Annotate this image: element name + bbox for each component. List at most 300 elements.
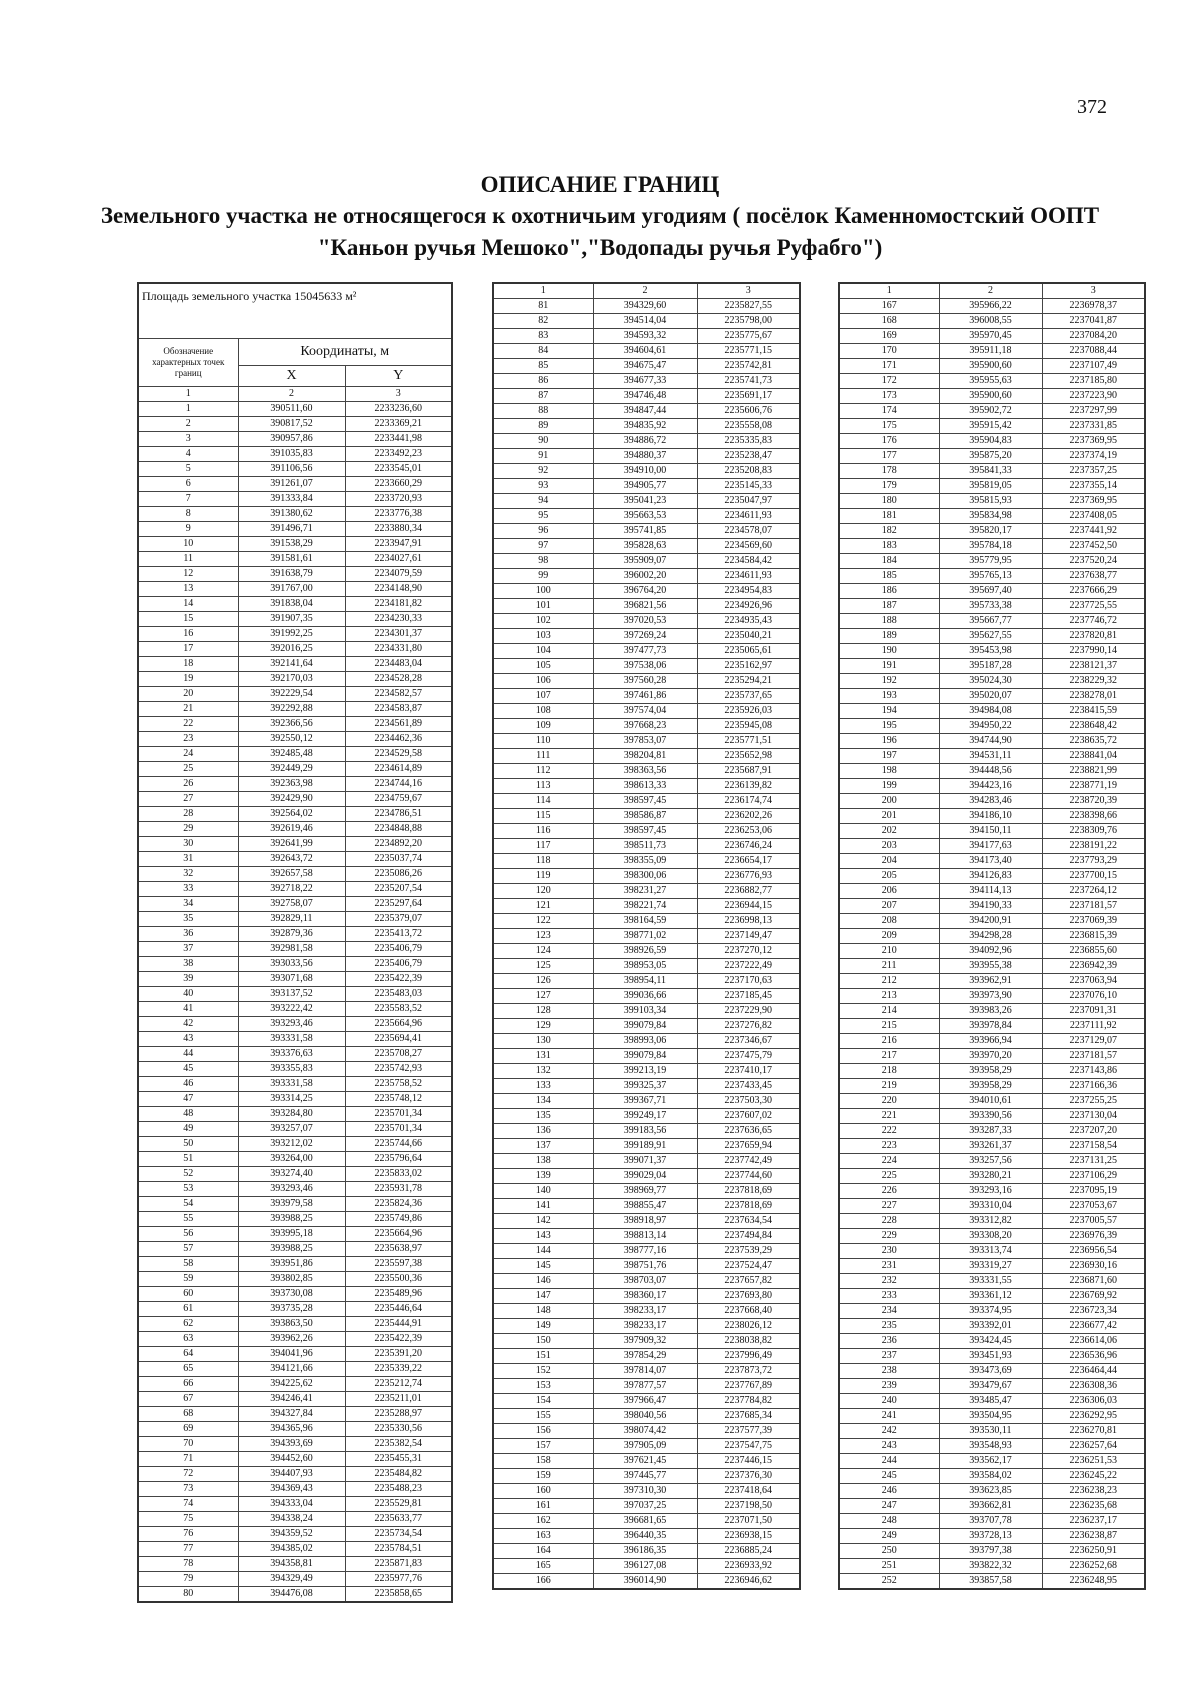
point-number: 152: [493, 1364, 593, 1379]
coord-x: 393451,93: [939, 1349, 1042, 1364]
coord-x: 393261,37: [939, 1139, 1042, 1154]
point-number: 186: [839, 584, 939, 599]
coord-x: 395784,18: [939, 539, 1042, 554]
coord-x: 391838,04: [238, 597, 345, 612]
table-row: [138, 1287, 452, 1302]
point-number: 247: [839, 1499, 939, 1514]
coord-x: 391767,00: [238, 582, 345, 597]
coord-y: 2237503,30: [697, 1094, 800, 1109]
table-row: [138, 927, 452, 942]
table-row: [138, 1482, 452, 1497]
coord-y: 2236885,24: [697, 1544, 800, 1559]
coord-y: 2235422,39: [345, 1332, 452, 1347]
table-row: [138, 1152, 452, 1167]
point-number: 125: [493, 959, 593, 974]
coord-y: 2235748,12: [345, 1092, 452, 1107]
point-number: 49: [138, 1122, 238, 1137]
coord-x: 395765,13: [939, 569, 1042, 584]
coord-y: 2237331,85: [1042, 419, 1145, 434]
point-number: 198: [839, 764, 939, 779]
table-row: [839, 389, 1145, 404]
coord-y: 2236202,26: [697, 809, 800, 824]
coord-y: 2237374,19: [1042, 449, 1145, 464]
coord-x: 395667,77: [939, 614, 1042, 629]
coord-y: 2237657,82: [697, 1274, 800, 1289]
table-row: [493, 344, 800, 359]
point-number: 51: [138, 1152, 238, 1167]
point-number: 252: [839, 1574, 939, 1590]
table-row: [839, 644, 1145, 659]
coord-x: 394041,96: [238, 1347, 345, 1362]
table-row: [839, 779, 1145, 794]
point-number: 170: [839, 344, 939, 359]
point-number: 169: [839, 329, 939, 344]
table-row: [138, 1497, 452, 1512]
coord-y: 2237547,75: [697, 1439, 800, 1454]
coord-x: 394950,22: [939, 719, 1042, 734]
point-number: 6: [138, 477, 238, 492]
title-block: [0, 170, 1200, 264]
point-number: 220: [839, 1094, 939, 1109]
coord-x: 393274,40: [238, 1167, 345, 1182]
table-row: [138, 1167, 452, 1182]
coord-x: 393479,67: [939, 1379, 1042, 1394]
table-row: [138, 1062, 452, 1077]
point-number: 17: [138, 642, 238, 657]
point-number: 184: [839, 554, 939, 569]
coord-x: 398918,97: [593, 1214, 697, 1229]
point-number: 79: [138, 1572, 238, 1587]
table-row: [138, 1182, 452, 1197]
table-row: [493, 749, 800, 764]
coord-y: 2237181,57: [1042, 1049, 1145, 1064]
point-number: 242: [839, 1424, 939, 1439]
coord-y: 2236245,22: [1042, 1469, 1145, 1484]
coord-y: 2236238,23: [1042, 1484, 1145, 1499]
point-number: 155: [493, 1409, 593, 1424]
coord-y: 2236938,15: [697, 1529, 800, 1544]
coord-x: 394177,63: [939, 839, 1042, 854]
coord-x: 392718,22: [238, 882, 345, 897]
header-point: Обозначение характерных точек границ: [138, 339, 238, 387]
table-row: [839, 449, 1145, 464]
coord-x: 392879,36: [238, 927, 345, 942]
table-row: [138, 1347, 452, 1362]
table-row: [839, 1049, 1145, 1064]
coord-x: 393707,78: [939, 1514, 1042, 1529]
point-number: 245: [839, 1469, 939, 1484]
coord-x: 395828,63: [593, 539, 697, 554]
coord-y: 2237084,20: [1042, 329, 1145, 344]
coord-x: 395779,95: [939, 554, 1042, 569]
point-number: 5: [138, 462, 238, 477]
table-row: [493, 404, 800, 419]
coord-y: 2237452,50: [1042, 539, 1145, 554]
doc-subtitle-line1: Земельного участка не относящегося к охотничьим угодиям ( посёлок Каменномостский ООПТ: [100, 203, 1100, 228]
table-row: [138, 717, 452, 732]
coord-y: 2236251,53: [1042, 1454, 1145, 1469]
table-row: [138, 1587, 452, 1603]
coord-x: 396002,20: [593, 569, 697, 584]
point-number: 48: [138, 1107, 238, 1122]
table-row: [493, 1229, 800, 1244]
table-row: [839, 1379, 1145, 1394]
coord-y: 2234230,33: [345, 612, 452, 627]
table-row: [839, 539, 1145, 554]
coord-y: 2236944,15: [697, 899, 800, 914]
point-number: 165: [493, 1559, 593, 1574]
coord-y: 2237818,69: [697, 1184, 800, 1199]
coord-y: 2237355,14: [1042, 479, 1145, 494]
coord-y: 2236292,95: [1042, 1409, 1145, 1424]
coord-x: 391261,07: [238, 477, 345, 492]
coord-x: 393257,56: [939, 1154, 1042, 1169]
point-number: 25: [138, 762, 238, 777]
coord-y: 2237607,02: [697, 1109, 800, 1124]
coord-y: 2234611,93: [697, 569, 800, 584]
point-number: 62: [138, 1317, 238, 1332]
coord-y: 2237264,12: [1042, 884, 1145, 899]
coord-x: 393392,01: [939, 1319, 1042, 1334]
coord-y: 2234483,04: [345, 657, 452, 672]
table-row: [839, 1184, 1145, 1199]
coord-y: 2234611,93: [697, 509, 800, 524]
table-row: [493, 1109, 800, 1124]
table-row: [138, 567, 452, 582]
table-row: [493, 1169, 800, 1184]
table-row: [493, 1154, 800, 1169]
coord-x: 393310,04: [939, 1199, 1042, 1214]
point-number: 20: [138, 687, 238, 702]
coord-y: 2235162,97: [697, 659, 800, 674]
point-number: 210: [839, 944, 939, 959]
coord-x: 392564,02: [238, 807, 345, 822]
table-row: [839, 659, 1145, 674]
point-number: 112: [493, 764, 593, 779]
coord-x: 394385,02: [238, 1542, 345, 1557]
header-coords: Координаты, м: [238, 339, 452, 366]
coord-x: 397445,77: [593, 1469, 697, 1484]
point-number: 190: [839, 644, 939, 659]
coord-y: 2236248,95: [1042, 1574, 1145, 1590]
coord-y: 2234148,90: [345, 582, 452, 597]
table-row: [493, 989, 800, 1004]
coord-y: 2237376,30: [697, 1469, 800, 1484]
point-number: 176: [839, 434, 939, 449]
coord-x: 394448,56: [939, 764, 1042, 779]
coord-y: 2237744,60: [697, 1169, 800, 1184]
coord-x: 393376,63: [238, 1047, 345, 1062]
coord-x: 394452,60: [238, 1452, 345, 1467]
point-number: 231: [839, 1259, 939, 1274]
table-row: [138, 657, 452, 672]
coord-y: 2236956,54: [1042, 1244, 1145, 1259]
point-number: 197: [839, 749, 939, 764]
point-number: 158: [493, 1454, 593, 1469]
coord-x: 397560,28: [593, 674, 697, 689]
coord-y: 2237095,19: [1042, 1184, 1145, 1199]
page-number: 372: [1077, 96, 1107, 118]
point-number: 122: [493, 914, 593, 929]
coord-x: 396681,65: [593, 1514, 697, 1529]
coord-y: 2237873,72: [697, 1364, 800, 1379]
point-number: 99: [493, 569, 593, 584]
table-row: [493, 419, 800, 434]
table-row: [138, 882, 452, 897]
coord-x: 394531,11: [939, 749, 1042, 764]
table-row: [493, 464, 800, 479]
table-row: [138, 1227, 452, 1242]
table-row: [839, 1199, 1145, 1214]
table-row: [138, 582, 452, 597]
coord-x: 394359,52: [238, 1527, 345, 1542]
table-row: [839, 764, 1145, 779]
table-row: [839, 899, 1145, 914]
coord-y: 2235040,21: [697, 629, 800, 644]
coord-y: 2237076,10: [1042, 989, 1145, 1004]
point-number: 180: [839, 494, 939, 509]
coord-x: 396821,56: [593, 599, 697, 614]
coord-y: 2235238,47: [697, 449, 800, 464]
table-row: [493, 1409, 800, 1424]
coord-y: 2236237,17: [1042, 1514, 1145, 1529]
coord-y: 2238309,76: [1042, 824, 1145, 839]
table-row: [138, 1527, 452, 1542]
coord-y: 2237130,04: [1042, 1109, 1145, 1124]
table-row: [493, 1379, 800, 1394]
coord-x: 395663,53: [593, 509, 697, 524]
table-row: [493, 554, 800, 569]
coord-y: 2235771,51: [697, 734, 800, 749]
coord-x: 393222,42: [238, 1002, 345, 1017]
coord-table-1: [137, 282, 453, 1603]
point-number: 12: [138, 567, 238, 582]
table-row: [493, 1424, 800, 1439]
table-row: [493, 1484, 800, 1499]
point-number: 80: [138, 1587, 238, 1603]
coord-y: 2235597,38: [345, 1257, 452, 1272]
point-number: 115: [493, 809, 593, 824]
point-number: 230: [839, 1244, 939, 1259]
coord-x: 394186,10: [939, 809, 1042, 824]
table-row: [138, 1242, 452, 1257]
table-row: [493, 314, 800, 329]
coord-x: 394283,46: [939, 794, 1042, 809]
coord-x: 392550,12: [238, 732, 345, 747]
coord-y: 2237270,12: [697, 944, 800, 959]
table-row: [138, 822, 452, 837]
point-number: 205: [839, 869, 939, 884]
point-number: 196: [839, 734, 939, 749]
table-row: [839, 344, 1145, 359]
point-number: 194: [839, 704, 939, 719]
point-number: 124: [493, 944, 593, 959]
coord-y: 2234744,16: [345, 777, 452, 792]
point-number: 157: [493, 1439, 593, 1454]
coord-x: 395875,20: [939, 449, 1042, 464]
coord-x: 395841,33: [939, 464, 1042, 479]
coord-x: 392170,03: [238, 672, 345, 687]
coord-y: 2235977,76: [345, 1572, 452, 1587]
coord-y: 2236253,06: [697, 824, 800, 839]
table-row: [138, 1047, 452, 1062]
coord-x: 393374,95: [939, 1304, 1042, 1319]
point-number: 127: [493, 989, 593, 1004]
coord-y: 2234301,37: [345, 627, 452, 642]
point-number: 43: [138, 1032, 238, 1047]
coord-y: 2237494,84: [697, 1229, 800, 1244]
coord-y: 2236946,62: [697, 1574, 800, 1590]
table-row: [493, 1559, 800, 1574]
point-number: 117: [493, 839, 593, 854]
table-row: [839, 1334, 1145, 1349]
coord-y: 2237746,72: [1042, 614, 1145, 629]
coord-y: 2237700,15: [1042, 869, 1145, 884]
coord-x: 393662,81: [939, 1499, 1042, 1514]
coord-y: 2235638,97: [345, 1242, 452, 1257]
coord-x: 399079,84: [593, 1049, 697, 1064]
coord-x: 393390,56: [939, 1109, 1042, 1124]
point-number: 88: [493, 404, 593, 419]
point-number: 107: [493, 689, 593, 704]
coord-x: 390511,60: [238, 402, 345, 417]
table-row: [839, 854, 1145, 869]
point-number: 229: [839, 1229, 939, 1244]
coord-x: 391496,71: [238, 522, 345, 537]
point-number: 162: [493, 1514, 593, 1529]
point-number: 175: [839, 419, 939, 434]
point-number: 150: [493, 1334, 593, 1349]
point-number: 77: [138, 1542, 238, 1557]
table-row: [138, 1257, 452, 1272]
coord-x: 394746,48: [593, 389, 697, 404]
point-number: 215: [839, 1019, 939, 1034]
coord-x: 399103,34: [593, 1004, 697, 1019]
coord-y: 2237111,92: [1042, 1019, 1145, 1034]
coord-x: 397020,53: [593, 614, 697, 629]
coord-y: 2235708,27: [345, 1047, 452, 1062]
table-row: [493, 1139, 800, 1154]
coord-x: 391333,84: [238, 492, 345, 507]
table-row: [138, 732, 452, 747]
coord-y: 2236942,39: [1042, 959, 1145, 974]
coord-y: 2238821,99: [1042, 764, 1145, 779]
table-row: [493, 719, 800, 734]
coord-x: 394369,43: [238, 1482, 345, 1497]
table-row: [839, 1559, 1145, 1574]
table-row: [138, 1002, 452, 1017]
point-number: 15: [138, 612, 238, 627]
coord-y: 2235444,91: [345, 1317, 452, 1332]
table-row: [839, 1064, 1145, 1079]
table-row: [493, 689, 800, 704]
table-row: [493, 659, 800, 674]
coord-x: 393735,28: [238, 1302, 345, 1317]
coord-y: 2235742,81: [697, 359, 800, 374]
table-row: [493, 1334, 800, 1349]
coord-y: 2235633,77: [345, 1512, 452, 1527]
coord-x: 397461,86: [593, 689, 697, 704]
point-number: 195: [839, 719, 939, 734]
point-number: 23: [138, 732, 238, 747]
table-row: [839, 884, 1145, 899]
coord-x: 391907,35: [238, 612, 345, 627]
table-row: [493, 389, 800, 404]
coord-x: 393530,11: [939, 1424, 1042, 1439]
coord-y: 2234926,96: [697, 599, 800, 614]
coord-x: 396008,55: [939, 314, 1042, 329]
coord-x: 394675,47: [593, 359, 697, 374]
coord-y: 2235047,97: [697, 494, 800, 509]
coord-y: 2237520,24: [1042, 554, 1145, 569]
point-number: 91: [493, 449, 593, 464]
table-row: [138, 507, 452, 522]
coord-y: 2237475,79: [697, 1049, 800, 1064]
coord-y: 2235606,76: [697, 404, 800, 419]
table-row: [138, 957, 452, 972]
table-row: [839, 479, 1145, 494]
coord-x: 390957,86: [238, 432, 345, 447]
point-number: 97: [493, 539, 593, 554]
coord-y: 2237063,94: [1042, 974, 1145, 989]
coord-y: 2237793,29: [1042, 854, 1145, 869]
table-row: [839, 1514, 1145, 1529]
table-row: [138, 987, 452, 1002]
coord-y: 2235379,07: [345, 912, 452, 927]
table-row: [839, 524, 1145, 539]
table-row: [493, 869, 800, 884]
coord-y: 2235833,02: [345, 1167, 452, 1182]
coord-x: 397905,09: [593, 1439, 697, 1454]
table-row: [138, 492, 452, 507]
table-row: [138, 1212, 452, 1227]
point-number: 39: [138, 972, 238, 987]
point-number: 64: [138, 1347, 238, 1362]
point-number: 93: [493, 479, 593, 494]
coord-y: 2235406,79: [345, 942, 452, 957]
table-row: [493, 539, 800, 554]
coord-y: 2235339,22: [345, 1362, 452, 1377]
point-number: 214: [839, 1004, 939, 1019]
table-row: [493, 1199, 800, 1214]
table-row: [138, 1332, 452, 1347]
coord-x: 394173,40: [939, 854, 1042, 869]
coord-x: 394329,49: [238, 1572, 345, 1587]
point-number: 235: [839, 1319, 939, 1334]
coord-x: 393548,93: [939, 1439, 1042, 1454]
point-number: 30: [138, 837, 238, 852]
table-row: [138, 897, 452, 912]
table-row: [839, 1469, 1145, 1484]
point-number: 178: [839, 464, 939, 479]
table-row: [839, 704, 1145, 719]
coord-y: 2234528,28: [345, 672, 452, 687]
coord-x: 399249,17: [593, 1109, 697, 1124]
point-number: 203: [839, 839, 939, 854]
coord-x: 390817,52: [238, 417, 345, 432]
coord-x: 393319,27: [939, 1259, 1042, 1274]
coord-x: 395909,07: [593, 554, 697, 569]
coord-x: 393313,74: [939, 1244, 1042, 1259]
coord-y: 2235211,01: [345, 1392, 452, 1407]
coord-y: 2237369,95: [1042, 434, 1145, 449]
coord-y: 2234569,60: [697, 539, 800, 554]
coord-x: 398926,59: [593, 944, 697, 959]
table-row: [839, 314, 1145, 329]
coord-y: 2235413,72: [345, 927, 452, 942]
coord-x: 393504,95: [939, 1409, 1042, 1424]
coord-x: 394677,33: [593, 374, 697, 389]
